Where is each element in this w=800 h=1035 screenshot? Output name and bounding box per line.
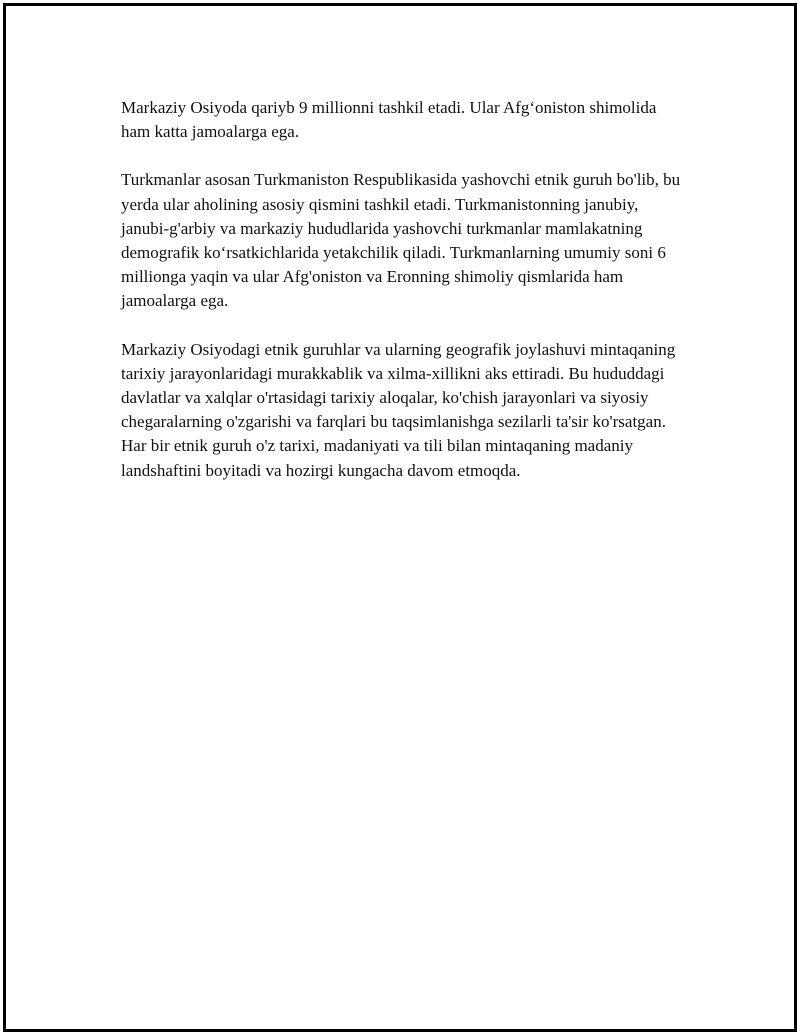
page-frame	[3, 3, 797, 1032]
paragraph-1: Markaziy Osiyoda qariyb 9 millionni tashkil etadi. Ular Afg‘oniston shimolida ham katta jamoalarga ega.	[121, 98, 657, 142]
document-body	[121, 96, 681, 483]
paragraph-3: Markaziy Osiyodagi etnik guruhlar va ularning geografik joylashuvi mintaqaning tarixiy jarayonlaridagi murakkablik va xilma-xillikni aks ettiradi. Bu hududdagi davlatlar va xalqlar o'rtasidagi tarixiy aloqalar, ko'chish jarayonlari va siyosiy chegaralarning o'zgarishi va farqlari bu taqsimlanishga sezilarli ta'sir ko'rsatgan. Har bir etnik guruh o'z tarixi, madaniyati va tili bilan mintaqaning madaniy landshaftini boyitadi va hozirgi kungacha davom etmoqda.	[121, 339, 676, 480]
paragraph-2: Turkmanlar asosan Turkmaniston Respublikasida yashovchi etnik guruh bo'lib, bu yerda ular aholining asosiy qismini tashkil etadi. Turkmanistonning janubiy, janubi-g'arbiy va markaziy hududlarida yashovchi turkmanlar mamlakatning demografik ko‘rsatkichlarida yetakchilik qiladi. Turkmanlarning umumiy soni 6 millionga yaqin va ular Afg'oniston va Eronning shimoliy qismlarida ham jamoalarga ega.	[121, 170, 681, 311]
